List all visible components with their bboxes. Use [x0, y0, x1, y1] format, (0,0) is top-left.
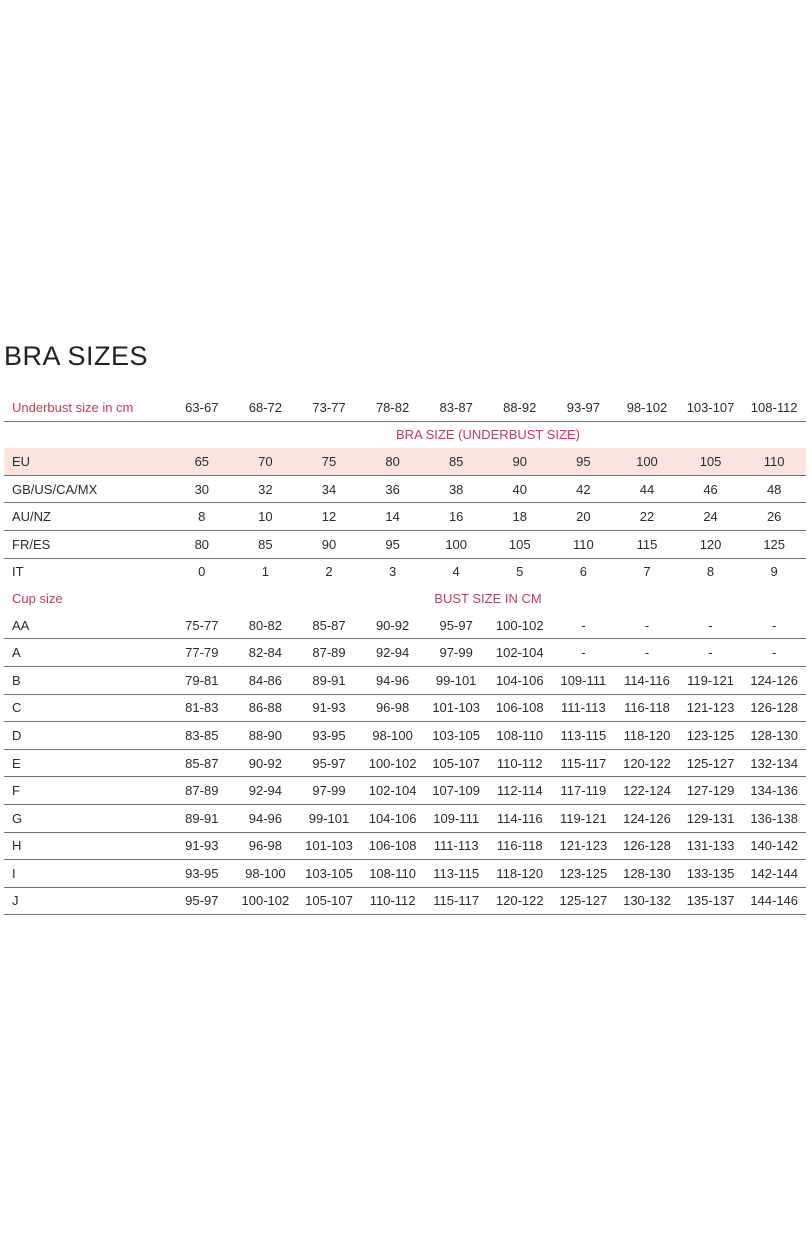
- cup-row-cell: 96-98: [234, 832, 298, 860]
- underbust-header-cell: 98-102: [615, 394, 679, 421]
- cup-row-cell: 110-112: [488, 749, 552, 777]
- cup-row-cell: -: [552, 612, 616, 639]
- cup-section-title: BUST SIZE IN CM: [434, 590, 542, 606]
- cup-row-cell: 108-110: [488, 722, 552, 750]
- cup-row-cell: 98-100: [234, 860, 298, 888]
- size-table-body: [4, 394, 806, 915]
- cup-row: [4, 639, 806, 667]
- underbust-header-cell: 68-72: [234, 394, 298, 421]
- cup-row-cell: 101-103: [424, 694, 488, 722]
- band-row-cell: 5: [516, 564, 524, 580]
- cup-row-label: I: [4, 860, 170, 888]
- band-row-cell: 46: [679, 475, 743, 503]
- band-row-cell: 90: [488, 448, 552, 475]
- cup-row-cell: 95-97: [170, 887, 234, 915]
- cup-row-cell: 100-102: [361, 749, 425, 777]
- cup-row-cell: 111-113: [552, 694, 616, 722]
- cup-row-cell: 89-91: [297, 666, 361, 694]
- page-title: BRA SIZES: [4, 341, 149, 371]
- band-row-cell: 16: [424, 503, 488, 531]
- cup-row-cell: 77-79: [170, 639, 234, 667]
- cup-row-cell: 82-84: [234, 639, 298, 667]
- cup-row-cell: 92-94: [361, 639, 425, 667]
- cup-row-cell: 114-116: [488, 804, 552, 832]
- cup-row-cell: 129-131: [679, 804, 743, 832]
- band-row-cell: 70: [234, 448, 298, 475]
- cup-row: [4, 777, 806, 805]
- cup-row-cell: 120-122: [488, 887, 552, 915]
- band-row-cell: 1: [261, 564, 269, 580]
- cup-row-cell: 111-113: [424, 832, 488, 860]
- band-row-cell: 65: [170, 448, 234, 475]
- cup-row-cell: 99-101: [297, 804, 361, 832]
- cup-row-label: H: [4, 832, 170, 860]
- cup-row-cell: 104-106: [361, 804, 425, 832]
- cup-row-cell: 80-82: [234, 612, 298, 639]
- underbust-header-cell: 83-87: [424, 394, 488, 421]
- cup-row-label: C: [4, 694, 170, 722]
- cup-row-cell: 88-90: [234, 722, 298, 750]
- band-row-cell: 26: [742, 503, 806, 531]
- cup-row-cell: -: [552, 639, 616, 667]
- band-row-cell: 48: [742, 475, 806, 503]
- cup-row-cell: 102-104: [361, 777, 425, 805]
- cup-row-cell: 99-101: [424, 666, 488, 694]
- cup-row-cell: 92-94: [234, 777, 298, 805]
- cup-row-cell: 140-142: [742, 832, 806, 860]
- cup-row-cell: 112-114: [488, 777, 552, 805]
- cup-row-cell: 97-99: [297, 777, 361, 805]
- cup-row-cell: 96-98: [361, 694, 425, 722]
- cup-row-cell: 119-121: [679, 666, 743, 694]
- underbust-header-cell: 103-107: [679, 394, 743, 421]
- band-row-cell: 22: [615, 503, 679, 531]
- cup-row-cell: 105-107: [297, 887, 361, 915]
- cup-row-cell: 87-89: [170, 777, 234, 805]
- band-row-cell: 6: [579, 564, 587, 580]
- band-row-cell: 2: [325, 564, 333, 580]
- cup-row-cell: 86-88: [234, 694, 298, 722]
- cup-row: [4, 832, 806, 860]
- band-row-cell: 95: [552, 448, 616, 475]
- band-row-cell: 20: [552, 503, 616, 531]
- band-row-cell: 30: [170, 475, 234, 503]
- cup-row-cell: 128-130: [742, 722, 806, 750]
- band-row-cell: 44: [615, 475, 679, 503]
- cup-row-cell: 121-123: [679, 694, 743, 722]
- cup-row-cell: 103-105: [297, 860, 361, 888]
- cup-row-cell: 125-127: [552, 887, 616, 915]
- band-row-cell: 85: [234, 530, 298, 558]
- band-row-cell: 14: [361, 503, 425, 531]
- band-row-cell: 10: [234, 503, 298, 531]
- cup-row-cell: 94-96: [234, 804, 298, 832]
- cup-row-cell: 115-117: [552, 749, 616, 777]
- band-row-cell: 8: [706, 564, 715, 580]
- band-row-cell: 34: [297, 475, 361, 503]
- band-row-cell: 110: [552, 530, 616, 558]
- cup-row-cell: 84-86: [234, 666, 298, 694]
- cup-row-cell: 95-97: [297, 749, 361, 777]
- band-row: [4, 448, 806, 475]
- underbust-header-cell: 63-67: [170, 394, 234, 421]
- cup-row-cell: 85-87: [297, 612, 361, 639]
- band-row-cell: 75: [297, 448, 361, 475]
- cup-row-cell: 110-112: [361, 887, 425, 915]
- cup-row-cell: 101-103: [297, 832, 361, 860]
- band-row-cell: 95: [361, 530, 425, 558]
- cup-row-cell: 116-118: [615, 694, 679, 722]
- cup-row-cell: 107-109: [424, 777, 488, 805]
- cup-row-cell: 126-128: [742, 694, 806, 722]
- band-row: [4, 530, 806, 558]
- band-row-cell: 105: [488, 530, 552, 558]
- band-row-cell: 36: [361, 475, 425, 503]
- cup-row-cell: 124-126: [742, 666, 806, 694]
- band-row-cell: 115: [615, 530, 679, 558]
- band-section-title: BRA SIZE (UNDERBUST SIZE): [396, 427, 580, 443]
- cup-row-cell: 95-97: [424, 612, 488, 639]
- cup-row-cell: -: [742, 639, 806, 667]
- cup-row: [4, 722, 806, 750]
- cup-section-label: Cup size: [12, 590, 63, 606]
- band-row-label: FR/ES: [4, 530, 170, 558]
- cup-row-cell: 113-115: [552, 722, 616, 750]
- band-row: [4, 503, 806, 531]
- cup-row-cell: -: [679, 612, 743, 639]
- band-row-cell: 110: [742, 448, 806, 475]
- cup-row-cell: 120-122: [615, 749, 679, 777]
- underbust-header-cell: 88-92: [488, 394, 552, 421]
- underbust-header-row: [4, 394, 806, 421]
- band-row-cell: 125: [742, 530, 806, 558]
- cup-row-cell: 90-92: [361, 612, 425, 639]
- band-row-cell: 7: [643, 564, 651, 580]
- cup-row-label: D: [4, 722, 170, 750]
- cup-row-cell: 98-100: [361, 722, 425, 750]
- cup-row-cell: 134-136: [742, 777, 806, 805]
- cup-row-cell: 91-93: [297, 694, 361, 722]
- cup-row-cell: 113-115: [424, 860, 488, 888]
- band-row-cell: 100: [424, 530, 488, 558]
- band-row-cell: 90: [297, 530, 361, 558]
- cup-row-cell: 87-89: [297, 639, 361, 667]
- band-row-cell: 4: [452, 564, 460, 580]
- cup-row-cell: 125-127: [679, 749, 743, 777]
- cup-row-cell: -: [742, 612, 806, 639]
- band-row-cell: 0: [198, 564, 206, 580]
- cup-row: [4, 804, 806, 832]
- band-row-cell: 120: [679, 530, 743, 558]
- cup-row-cell: 123-125: [552, 860, 616, 888]
- cup-row-label: F: [4, 777, 170, 805]
- underbust-header-cell: 78-82: [361, 394, 425, 421]
- cup-row-cell: 116-118: [488, 832, 552, 860]
- cup-row-cell: 109-111: [552, 666, 616, 694]
- cup-row-cell: 106-108: [488, 694, 552, 722]
- cup-row-cell: -: [615, 612, 679, 639]
- cup-row-cell: 114-116: [615, 666, 679, 694]
- underbust-header-cell: 73-77: [297, 394, 361, 421]
- band-row-cell: 9: [770, 564, 778, 580]
- band-row-cell: 100: [615, 448, 679, 475]
- cup-row: [4, 860, 806, 888]
- cup-row-cell: 118-120: [615, 722, 679, 750]
- cup-row-cell: 123-125: [679, 722, 743, 750]
- cup-row-label: E: [4, 749, 170, 777]
- cup-row-cell: 128-130: [615, 860, 679, 888]
- cup-row-cell: 89-91: [170, 804, 234, 832]
- cup-row-cell: 127-129: [679, 777, 743, 805]
- cup-row-label: A: [4, 639, 170, 667]
- cup-row-cell: 102-104: [488, 639, 552, 667]
- cup-row-cell: 79-81: [170, 666, 234, 694]
- band-row-label: EU: [4, 448, 170, 475]
- cup-row: [4, 887, 806, 915]
- underbust-header-label: Underbust size in cm: [4, 394, 170, 421]
- band-row: [4, 558, 806, 585]
- band-row: [4, 475, 806, 503]
- band-row-cell: 80: [170, 530, 234, 558]
- cup-row-cell: 81-83: [170, 694, 234, 722]
- cup-row-cell: 94-96: [361, 666, 425, 694]
- cup-row-cell: 91-93: [170, 832, 234, 860]
- cup-row: [4, 749, 806, 777]
- cup-row-cell: 133-135: [679, 860, 743, 888]
- underbust-header-cell: 108-112: [742, 394, 806, 421]
- band-row-cell: 18: [488, 503, 552, 531]
- band-row-cell: 42: [552, 475, 616, 503]
- band-section-spacer: [4, 421, 170, 448]
- cup-row-cell: 108-110: [361, 860, 425, 888]
- cup-row-cell: 93-95: [297, 722, 361, 750]
- cup-row-cell: -: [679, 639, 743, 667]
- band-row-label: AU/NZ: [4, 503, 170, 531]
- cup-row-cell: 109-111: [424, 804, 488, 832]
- band-row-cell: 12: [297, 503, 361, 531]
- cup-row-cell: 121-123: [552, 832, 616, 860]
- band-row-cell: 32: [234, 475, 298, 503]
- band-row-cell: 38: [424, 475, 488, 503]
- cup-row-cell: 103-105: [424, 722, 488, 750]
- cup-row-cell: 90-92: [234, 749, 298, 777]
- band-row-label: IT: [12, 564, 24, 580]
- cup-row-cell: 93-95: [170, 860, 234, 888]
- cup-row: [4, 666, 806, 694]
- cup-row-cell: 130-132: [615, 887, 679, 915]
- band-row-cell: 105: [679, 448, 743, 475]
- bra-size-table: [4, 394, 806, 915]
- cup-row-cell: 100-102: [488, 612, 552, 639]
- cup-row-label: AA: [4, 612, 170, 639]
- cup-row-cell: 106-108: [361, 832, 425, 860]
- cup-row-cell: 124-126: [615, 804, 679, 832]
- cup-row-cell: 119-121: [552, 804, 616, 832]
- cup-row-cell: 100-102: [234, 887, 298, 915]
- cup-section-header-row: [4, 585, 806, 612]
- band-row-cell: 80: [361, 448, 425, 475]
- band-row-cell: 24: [679, 503, 743, 531]
- band-row-cell: 85: [424, 448, 488, 475]
- cup-row-cell: 136-138: [742, 804, 806, 832]
- band-row-cell: 40: [488, 475, 552, 503]
- cup-row-cell: 75-77: [170, 612, 234, 639]
- cup-row-label: B: [4, 666, 170, 694]
- cup-row-cell: 132-134: [742, 749, 806, 777]
- cup-row-cell: 83-85: [170, 722, 234, 750]
- cup-row-cell: 144-146: [742, 887, 806, 915]
- cup-row: [4, 612, 806, 639]
- cup-row-cell: 131-133: [679, 832, 743, 860]
- cup-row-cell: 126-128: [615, 832, 679, 860]
- cup-row: [4, 694, 806, 722]
- cup-row-cell: -: [615, 639, 679, 667]
- cup-row-cell: 118-120: [488, 860, 552, 888]
- cup-row-cell: 117-119: [552, 777, 616, 805]
- cup-row-label: J: [4, 887, 170, 915]
- underbust-header-cell: 93-97: [552, 394, 616, 421]
- band-section-header-row: [4, 421, 806, 448]
- cup-row-cell: 115-117: [424, 887, 488, 915]
- cup-row-cell: 122-124: [615, 777, 679, 805]
- band-row-cell: 3: [388, 564, 397, 580]
- band-row-cell: 8: [170, 503, 234, 531]
- cup-row-cell: 142-144: [742, 860, 806, 888]
- band-row-label: GB/US/CA/MX: [4, 475, 170, 503]
- cup-row-label: G: [4, 804, 170, 832]
- cup-row-cell: 104-106: [488, 666, 552, 694]
- cup-row-cell: 85-87: [170, 749, 234, 777]
- cup-row-cell: 105-107: [424, 749, 488, 777]
- cup-row-cell: 135-137: [679, 887, 743, 915]
- cup-row-cell: 97-99: [424, 639, 488, 667]
